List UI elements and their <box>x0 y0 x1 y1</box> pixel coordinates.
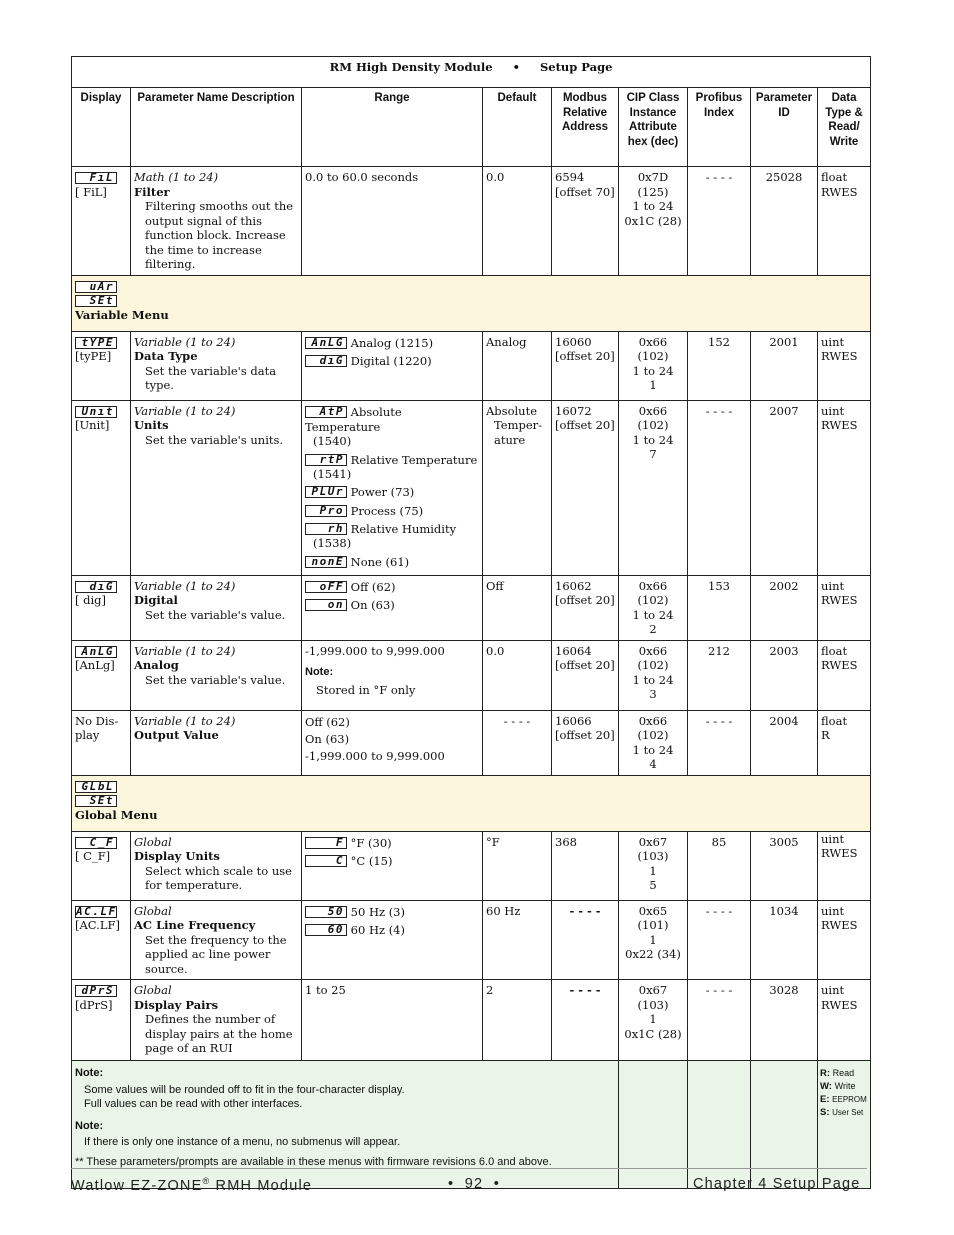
lcd-display-uar: uAr <box>75 281 117 293</box>
lcd-display-dig: dıG <box>75 581 117 593</box>
profibus-index: 153 <box>688 575 751 640</box>
legend-value: Write <box>834 1081 856 1092</box>
legend-write <box>820 1080 868 1093</box>
lcd-display-fil: FıL <box>75 172 117 184</box>
param-description: Set the variable's value. <box>145 607 286 622</box>
lcd-display-unit: Unıt <box>75 406 117 418</box>
header-data-type: Data Type & Read/ Write <box>818 88 871 167</box>
data-type: uint <box>821 334 845 349</box>
cip-class: 0x66 (102) <box>637 578 669 608</box>
data-type: uint <box>821 831 845 846</box>
header-display: Display <box>72 88 131 167</box>
cip-instance: 1 to 24 <box>632 672 674 687</box>
table-row <box>72 400 871 575</box>
param-description: Defines the number of display pairs at the home page of an RUI <box>145 1012 293 1056</box>
param-category: Variable (1 to 24) <box>134 403 236 418</box>
lcd-option-rtp: rtP <box>305 454 347 466</box>
range-value: -1,999.000 to 9,999.000 <box>305 748 445 763</box>
table-row <box>72 980 871 1061</box>
display-code: No Dis- <box>75 713 119 728</box>
table-row <box>72 167 871 276</box>
footer-chapter: Chapter 4 Setup Page <box>693 1176 861 1192</box>
read-write: RWES <box>821 593 858 608</box>
lcd-display-glbl: GLbL <box>75 781 117 793</box>
lcd-option-50: 50 <box>305 906 347 918</box>
param-category: Variable (1 to 24) <box>134 713 236 728</box>
cip-attribute: 5 <box>649 878 657 893</box>
cip-attribute: 2 <box>649 622 657 637</box>
param-name: Filter <box>134 184 170 199</box>
range-value: On (63) <box>305 731 350 746</box>
modbus-offset: [offset 20] <box>555 593 615 608</box>
modbus-offset: [offset 20] <box>555 658 615 673</box>
option-label: Digital (1220) <box>350 353 432 368</box>
profibus-index: - - - - <box>688 900 751 980</box>
param-description: Set the variable's units. <box>145 432 284 447</box>
parameter-id: 3028 <box>751 980 818 1061</box>
header-profibus: Profibus Index <box>688 88 751 167</box>
table-row <box>72 900 871 980</box>
table-row <box>72 831 871 900</box>
lcd-option-pro: Pro <box>305 505 347 517</box>
param-description: Filtering smooths out the output signal of this function block. Increase the time to increase filtering. <box>145 199 294 271</box>
lcd-option-f: F <box>305 837 347 849</box>
cip-instance: 1 <box>649 863 657 878</box>
param-category: Variable (1 to 24) <box>134 643 236 658</box>
profibus-index: - - - - <box>688 710 751 775</box>
range-value: -1,999.000 to 9,999.000 <box>305 643 445 658</box>
lcd-option-rh: rh <box>305 523 347 535</box>
modbus-address: 368 <box>552 831 619 900</box>
option-label: Power (73) <box>350 485 415 499</box>
range-value: 1 to 25 <box>302 980 483 1061</box>
parameter-id: 25028 <box>751 167 818 276</box>
param-description: Set the frequency to the applied ac line power source. <box>145 932 287 976</box>
read-write: RWES <box>821 184 858 199</box>
cip-attribute: 0x1C (28) <box>624 1026 682 1041</box>
profibus-index: 212 <box>688 640 751 710</box>
modbus-address: 16072 <box>555 403 592 418</box>
data-type: float <box>821 643 848 658</box>
option-label: On (63) <box>350 597 395 612</box>
footer-divider <box>71 1168 867 1169</box>
lcd-option-none: nonE <box>305 556 347 568</box>
default-value-cont: Temper- <box>494 418 543 432</box>
table-row <box>72 331 871 400</box>
param-category: Variable (1 to 24) <box>134 578 236 593</box>
data-type: uint <box>821 403 845 418</box>
option-label: °C (15) <box>350 853 393 868</box>
param-name: Digital <box>134 593 178 608</box>
param-description: Select which scale to use for temperature. <box>145 863 292 893</box>
header-parameter-name: Parameter Name Description <box>131 88 302 167</box>
default-value-cont: ature <box>494 432 526 447</box>
header-range: Range <box>302 88 483 167</box>
option-label: Analog (1215) <box>350 335 434 350</box>
footer-left <box>71 1176 312 1194</box>
default-value: Off <box>483 575 552 640</box>
table-row <box>72 575 871 640</box>
cip-attribute: 3 <box>649 687 657 702</box>
lcd-option-on: on <box>305 599 347 611</box>
modbus-offset: [offset 70] <box>555 184 615 199</box>
profibus-index: - - - - <box>688 167 751 276</box>
option-label: 60 Hz (4) <box>350 922 405 937</box>
footer-registered: ® <box>202 1176 211 1186</box>
cip-instance: 1 to 24 <box>632 607 674 622</box>
lcd-option-anlg: AnLG <box>305 337 347 349</box>
modbus-address: 16064 <box>555 643 592 658</box>
legend-value: EEPROM <box>832 1095 867 1105</box>
data-type: float <box>821 170 848 184</box>
modbus-offset: [offset 20] <box>555 728 615 743</box>
note-label: Note: <box>75 1119 104 1132</box>
footer-product: Watlow EZ-ZONE <box>71 1177 203 1194</box>
option-label: Process (75) <box>350 503 424 518</box>
option-code: (1541) <box>313 466 352 481</box>
table-title: RM High Density Module • Setup Page <box>72 57 871 88</box>
default-value: °F <box>483 831 552 900</box>
menu-row-global <box>72 775 871 831</box>
display-code: [AC.LF] <box>75 918 120 933</box>
note-text: Some values will be rounded off to fit in the four-character display. <box>84 1083 405 1096</box>
legend-key: S: <box>820 1107 830 1119</box>
parameter-id: 2004 <box>751 710 818 775</box>
legend-key: E: <box>820 1094 830 1106</box>
default-value: 0.0 <box>483 640 552 710</box>
read-write: RWES <box>821 349 858 363</box>
display-code: [dPrS] <box>75 997 113 1012</box>
cip-instance: 1 to 24 <box>632 432 674 447</box>
option-label: °F (30) <box>350 835 392 850</box>
default-value: 0.0 <box>483 167 552 276</box>
range-note: Stored in °F only <box>316 682 416 697</box>
display-code: [tyPE] <box>75 349 112 363</box>
display-code: [ FiL] <box>75 184 107 199</box>
cip-class-dec: (125) <box>637 184 669 199</box>
read-write: RWES <box>821 918 858 933</box>
lcd-display-dprs: dPrS <box>75 985 117 997</box>
lcd-option-off: oFF <box>305 581 347 593</box>
modbus-address: 16062 <box>555 578 592 593</box>
option-label: 50 Hz (3) <box>350 904 405 919</box>
table-row <box>72 640 871 710</box>
header-default: Default <box>483 88 552 167</box>
cip-class: 0x66 (102) <box>637 713 669 743</box>
param-name: Display Pairs <box>134 997 219 1012</box>
lcd-option-pwr: PLUr <box>305 486 347 498</box>
lcd-display-set: SEt <box>75 295 117 307</box>
header-modbus: Modbus Relative Address <box>552 88 619 167</box>
data-type: float <box>821 713 848 728</box>
param-category: Variable (1 to 24) <box>134 334 236 349</box>
legend-value: User Set <box>832 1108 864 1118</box>
modbus-address: 6594 <box>555 170 585 184</box>
data-type: uint <box>821 903 845 918</box>
footer-module: RMH Module <box>210 1177 313 1194</box>
lcd-display-set: SEt <box>75 795 117 807</box>
lcd-option-dig: dıG <box>305 355 347 367</box>
cip-attribute: 0x22 (34) <box>625 947 681 962</box>
modbus-offset: [offset 20] <box>555 418 615 432</box>
param-name: Units <box>134 418 169 432</box>
menu-label: Global Menu <box>75 807 158 822</box>
legend-key: R: <box>820 1068 831 1080</box>
cip-attribute: 4 <box>649 757 657 772</box>
default-value: - - - - <box>483 710 552 775</box>
cip-class: 0x66 (102) <box>637 334 669 363</box>
cip-class: 0x65 (101) <box>637 903 669 933</box>
display-code: play <box>75 728 100 743</box>
parameter-id: 2001 <box>751 331 818 400</box>
cip-instance: 1 to 24 <box>632 199 674 213</box>
menu-label: Variable Menu <box>75 307 169 322</box>
param-name: Data Type <box>134 349 198 363</box>
profibus-index: - - - - <box>688 980 751 1061</box>
param-name: Display Units <box>134 849 220 864</box>
read-write: RWES <box>821 997 858 1012</box>
param-name: Analog <box>134 658 179 673</box>
param-description: Set the variable's value. <box>145 672 286 687</box>
cip-class: 0x66 (102) <box>637 643 669 673</box>
read-write: RWES <box>821 418 858 432</box>
display-code: [ dig] <box>75 593 107 608</box>
modbus-address: 16060 <box>555 334 592 349</box>
legend-key: W: <box>820 1081 832 1093</box>
option-label: Relative Humidity <box>350 521 457 536</box>
param-category: Global <box>134 834 172 849</box>
cip-class: 0x67 (103) <box>637 983 669 1012</box>
param-category: Math (1 to 24) <box>134 170 219 184</box>
header-parameter-id: Parameter ID <box>751 88 818 167</box>
cip-attribute: 7 <box>649 447 657 461</box>
modbus-address: 16066 <box>555 713 592 728</box>
table-row <box>72 710 871 775</box>
option-label: None (61) <box>350 554 410 569</box>
modbus-address: - - - - <box>552 900 619 980</box>
range-value: 0.0 to 60.0 seconds <box>302 167 483 276</box>
legend-user-set <box>820 1106 868 1119</box>
option-code: (1540) <box>313 434 352 448</box>
param-description: Set the variable's data type. <box>145 363 277 392</box>
default-value: Analog <box>483 331 552 400</box>
read-write: RWES <box>821 846 858 861</box>
lcd-option-atp: AtP <box>305 406 347 418</box>
legend-value: Read <box>832 1068 855 1079</box>
lcd-display-aclf: AC.LF <box>76 904 117 918</box>
param-category: Global <box>134 903 172 918</box>
menu-row-variable <box>72 275 871 331</box>
parameter-id: 2007 <box>751 400 818 575</box>
cip-instance: 1 <box>649 932 657 947</box>
note-firmware: ** These parameters/prompts are available in these menus with firmware revisions 6.0 and above. <box>75 1156 552 1169</box>
lcd-display-type: tYPE <box>75 337 117 349</box>
cip-attribute: 1 <box>649 378 657 392</box>
display-code: [ C_F] <box>75 849 111 864</box>
cip-instance: 1 to 24 <box>632 363 674 378</box>
range-value: Off (62) <box>305 714 350 729</box>
option-code: (1538) <box>313 536 352 550</box>
note-label: Note: <box>75 1067 104 1080</box>
profibus-index: 85 <box>688 831 751 900</box>
read-write: R <box>821 728 830 743</box>
option-label: Relative Temperature <box>350 452 478 467</box>
lcd-display-cf: C_F <box>75 837 117 849</box>
data-type: uint <box>821 578 845 593</box>
lcd-display-anlg: AnLG <box>75 646 117 658</box>
data-type: uint <box>821 983 845 998</box>
lcd-option-c: C <box>305 855 347 867</box>
parameter-id: 3005 <box>751 831 818 900</box>
lcd-option-60: 60 <box>305 924 347 936</box>
option-label: Absolute Temperature <box>305 404 402 434</box>
legend-read <box>820 1067 868 1080</box>
cip-instance: 1 <box>649 1012 657 1027</box>
read-write: RWES <box>821 658 858 673</box>
cip-class: 0x67 (103) <box>637 834 669 864</box>
legend-eeprom <box>820 1093 868 1106</box>
modbus-offset: [offset 20] <box>555 349 615 363</box>
cip-class: 0x7D <box>637 170 669 184</box>
cip-class: 0x66 (102) <box>637 403 669 432</box>
display-code: [Unit] <box>75 418 110 432</box>
parameter-id: 1034 <box>751 900 818 980</box>
default-value: 60 Hz <box>483 900 552 980</box>
default-value: Absolute <box>486 403 538 418</box>
setup-table <box>71 56 871 1189</box>
profibus-index: 152 <box>688 331 751 400</box>
header-cip: CIP Class Instance Attribute hex (dec) <box>619 88 688 167</box>
note-text: Full values can be read with other interfaces. <box>84 1097 303 1110</box>
range-note-label: Note: <box>305 666 334 679</box>
parameter-id: 2003 <box>751 640 818 710</box>
notes-row <box>72 1061 871 1189</box>
profibus-index: - - - - <box>688 400 751 575</box>
parameter-id: 2002 <box>751 575 818 640</box>
note-text: If there is only one instance of a menu, no submenus will appear. <box>84 1136 401 1149</box>
cip-instance: 1 to 24 <box>632 742 674 757</box>
param-category: Global <box>134 983 172 998</box>
cip-attribute: 0x1C (28) <box>624 213 682 228</box>
display-code: [AnLg] <box>75 658 115 673</box>
footer-page-number: • 92 • <box>448 1176 500 1192</box>
param-name: AC Line Frequency <box>134 918 256 933</box>
option-label: Off (62) <box>350 579 396 594</box>
default-value: 2 <box>483 980 552 1061</box>
param-name: Output Value <box>134 728 219 743</box>
modbus-address: - - - - <box>552 980 619 1061</box>
